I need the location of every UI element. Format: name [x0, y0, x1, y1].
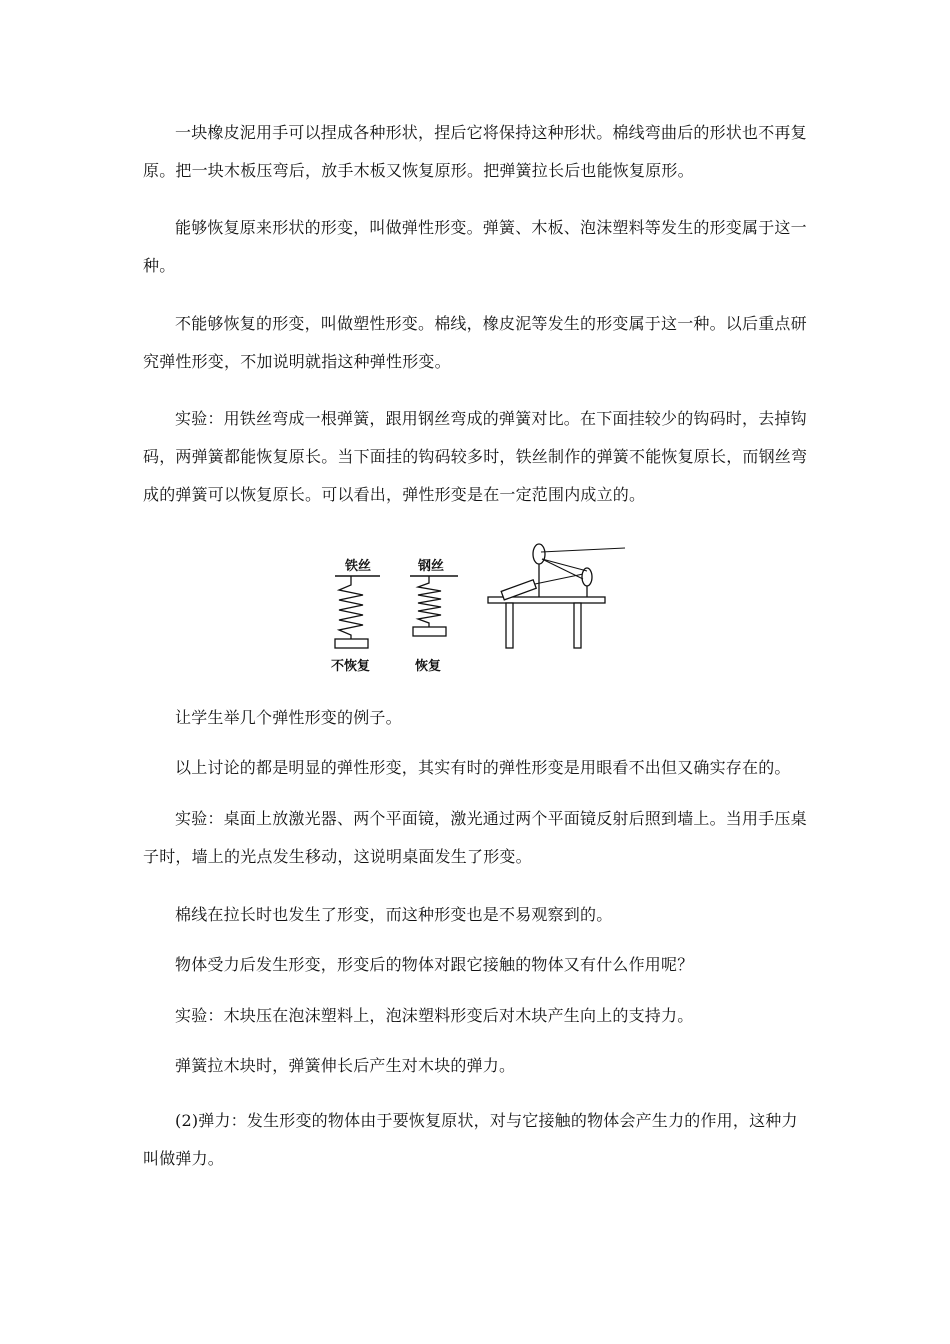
- experiment-figure: [325, 535, 635, 680]
- paragraph-question: 物体受力后发生形变，形变后的物体对跟它接触的物体又有什么作用呢？: [175, 955, 694, 974]
- paragraph-cotton-thread: 棉线在拉长时也发生了形变，而这种形变也是不易观察到的。: [175, 905, 613, 924]
- steel-label: 钢丝: [418, 559, 445, 574]
- mirror-top: [533, 544, 545, 564]
- paragraph-foam-experiment: 实验：木块压在泡沫塑料上，泡沫塑料形变后对木块产生向上的支持力。: [175, 1006, 694, 1025]
- laser-table-diagram: [488, 544, 625, 648]
- paragraph-spring-pull: 弹簧拉木块时，弹簧伸长后产生对木块的弹力。: [175, 1056, 516, 1075]
- iron-weight: [335, 639, 368, 648]
- paragraph-invisible-deformation: 以上讨论的都是明显的弹性形变，其实有时的弹性形变是用眼看不出但又确实存在的。: [175, 758, 791, 777]
- recovered-label: 恢复: [415, 659, 442, 674]
- paragraph-elastic-deformation: 能够恢复原来形状的形变，叫做弹性形变。弹簧、木板、泡沫塑料等发生的形变属于这一种。: [143, 218, 807, 275]
- steel-spring-diagram: [410, 558, 458, 674]
- paragraph-spring-experiment: 实验：用铁丝弯成一根弹簧，跟用钢丝弯成的弹簧对比。在下面挂较少的钩码时，去掉钩码，两弹簧都能恢复原长。当下面挂的钩码较多时，铁丝制作的弹簧不能恢复原长，而钢丝弯成的弹簧可以恢复原长。可以看出，弹性形变是在一定范围内成立的。: [143, 409, 808, 504]
- paragraph-laser-experiment: 实验：桌面上放激光器、两个平面镜，激光通过两个平面镜反射后照到墙上。当用手压桌子时，墙上的光点发生移动，这说明桌面发生了形变。: [143, 809, 807, 866]
- iron-spring-diagram: [331, 558, 380, 674]
- steel-weight: [413, 627, 446, 636]
- paragraph-plastic-deformation: 不能够恢复的形变，叫做塑性形变。棉线，橡皮泥等发生的形变属于这一种。以后重点研究弹性形变，不加说明就指这种弹性形变。: [143, 314, 807, 371]
- iron-label: 铁丝: [345, 559, 372, 574]
- paragraph-elastic-force-definition: (2)弹力：发生形变的物体由于要恢复原状，对与它接触的物体会产生力的作用，这种力叫做弹力。: [143, 1111, 798, 1168]
- laser-beam: [541, 548, 625, 552]
- paragraph-student-examples: 让学生举几个弹性形变的例子。: [175, 708, 402, 727]
- not-recovered-label: 不恢复: [331, 659, 371, 674]
- paragraph-plasticine: 一块橡皮泥用手可以捏成各种形状，捏后它将保持这种形状。棉线弯曲后的形状也不再复原。把一块木板压弯后，放手木板又恢复原形。把弹簧拉长后也能恢复原形。: [143, 123, 807, 180]
